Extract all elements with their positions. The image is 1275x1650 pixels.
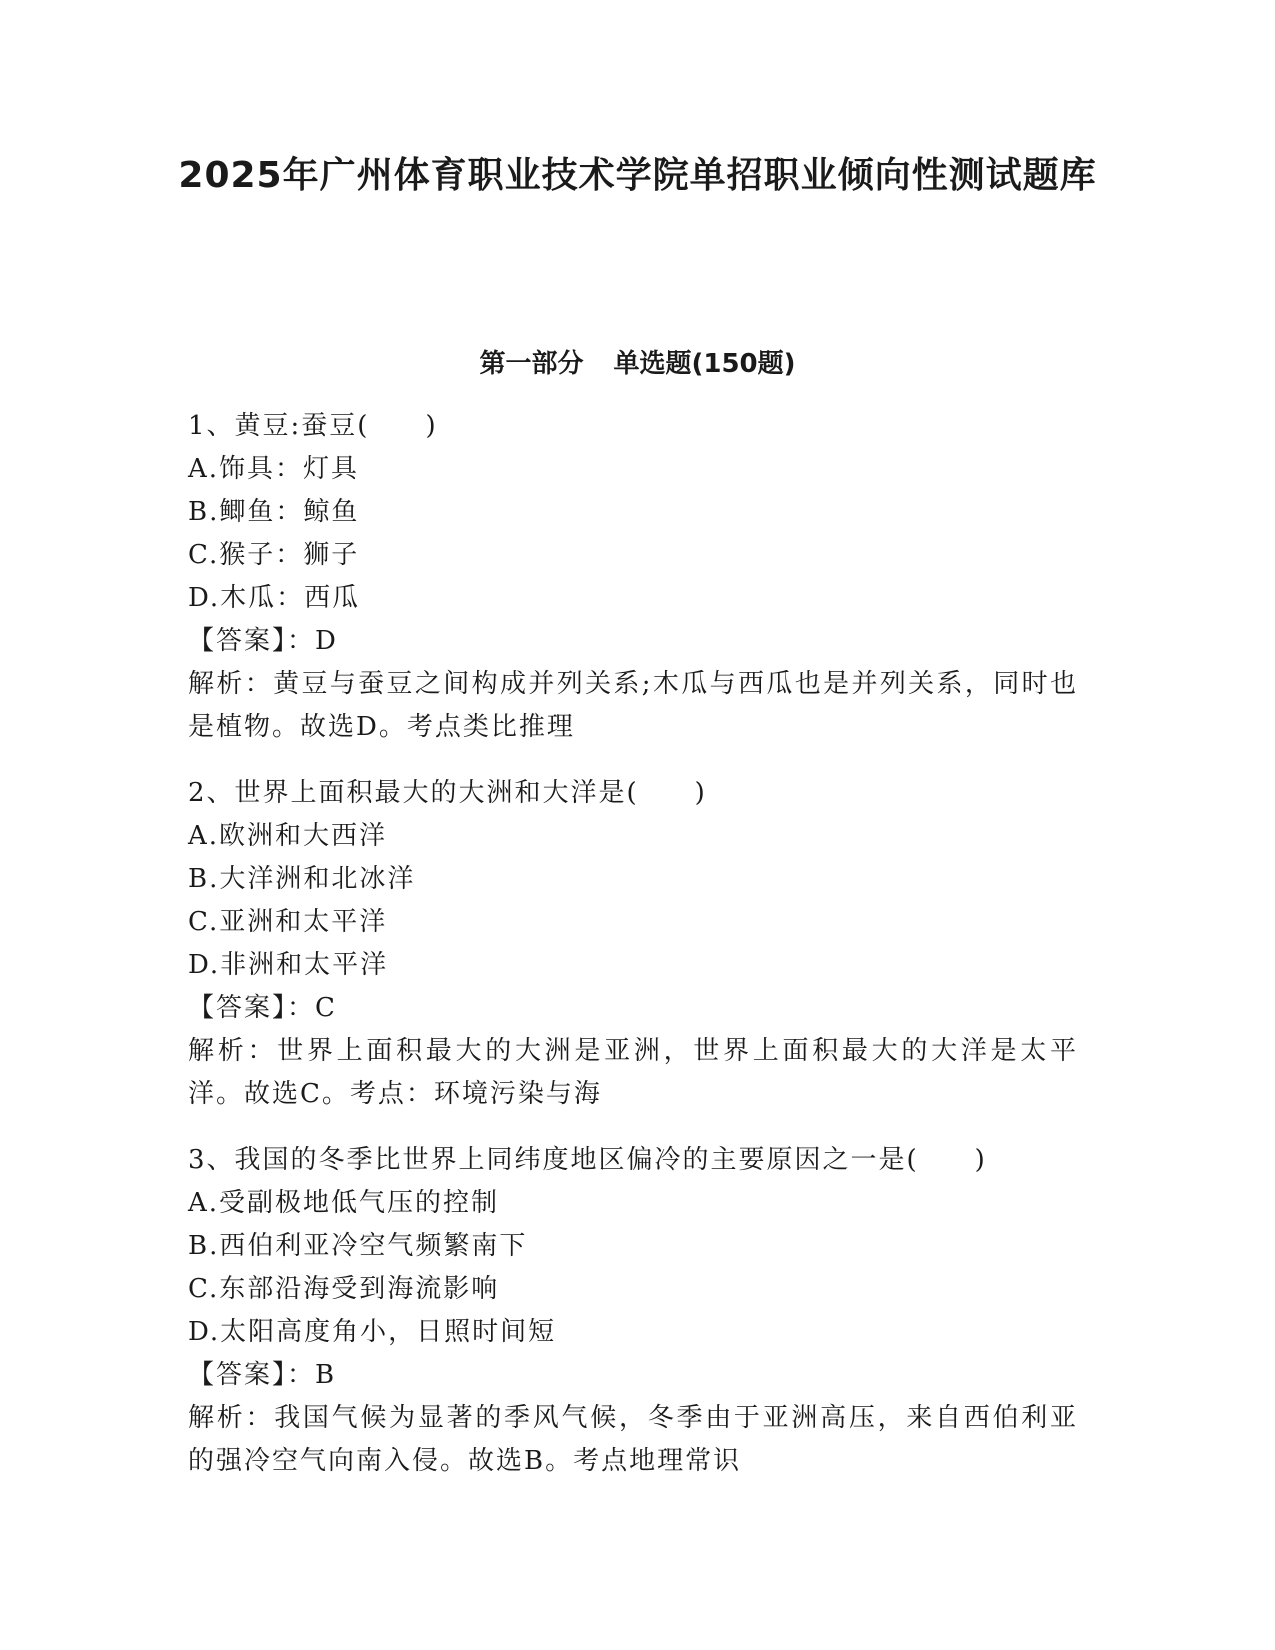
option-c: C.亚洲和太平洋 (188, 907, 388, 937)
analysis-text: 解析：我国气候为显著的季风气候，冬季由于亚洲高压，来自西伯利亚的强冷空气向南入侵。故选B。考点地理常识 (188, 1403, 1078, 1476)
option-a: A.饰具：灯具 (188, 454, 360, 484)
question-stem: 1、黄豆:蚕豆( ) (188, 411, 438, 441)
question-stem: 2、世界上面积最大的大洲和大洋是( ) (188, 778, 707, 808)
question-block (188, 405, 1078, 749)
option-d: D.木瓜：西瓜 (188, 583, 361, 613)
section-heading (140, 346, 1135, 382)
analysis-text: 解析：黄豆与蚕豆之间构成并列关系;木瓜与西瓜也是并列关系，同时也是植物。故选D。考点类比推理 (188, 669, 1078, 742)
question-block (188, 772, 1078, 1116)
answer-line: 【答案】：B (188, 1360, 337, 1390)
option-a: A.受副极地低气压的控制 (188, 1188, 500, 1218)
option-b: B.大洋洲和北冰洋 (188, 864, 416, 894)
option-b: B.西伯利亚冷空气频繁南下 (188, 1231, 528, 1261)
answer-line: 【答案】：C (188, 993, 337, 1023)
section-part: 第一部分 (479, 349, 584, 379)
page-title: 2025年广州体育职业技术学院单招职业倾向性测试题库 (178, 155, 1097, 196)
analysis-text: 解析：世界上面积最大的大洲是亚洲，世界上面积最大的大洋是太平洋。故选C。考点：环境污染与海 (188, 1036, 1078, 1109)
option-c: C.东部沿海受到海流影响 (188, 1274, 500, 1304)
question-block (188, 1139, 1078, 1483)
option-a: A.欧洲和大西洋 (188, 821, 388, 851)
option-d: D.非洲和太平洋 (188, 950, 389, 980)
option-b: B.鲫鱼：鲸鱼 (188, 497, 360, 527)
answer-line: 【答案】：D (188, 626, 338, 656)
option-d: D.太阳高度角小，日照时间短 (188, 1317, 557, 1347)
question-stem: 3、我国的冬季比世界上同纬度地区偏冷的主要原因之一是( ) (188, 1145, 987, 1175)
option-c: C.猴子：狮子 (188, 540, 360, 570)
section-name: 单选题(150题) (613, 349, 796, 379)
